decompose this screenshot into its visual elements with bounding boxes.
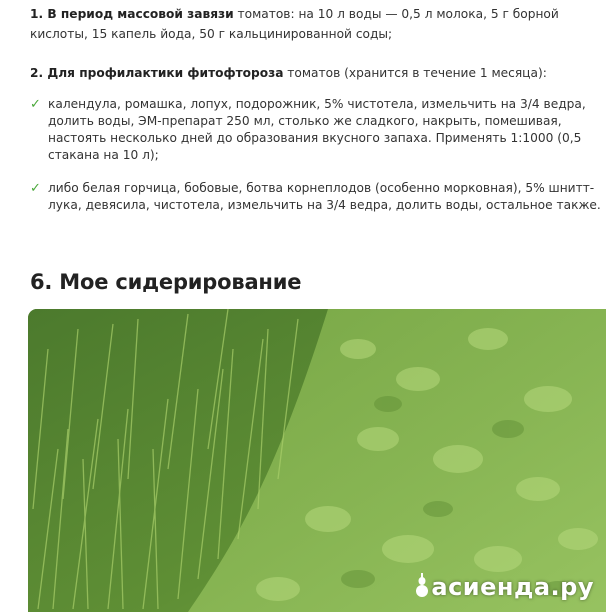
paragraph-text: томатов: на 10 л воды — 0,5 л молока, 5 г борной кислоты, 15 капель йода, 50 г кальцинированной соды; [30,7,559,41]
paragraph-fruit-setting [30,4,606,44]
section-heading: 6. Мое сидерирование [30,270,302,294]
paragraph-bold-lead: 1. В период массовой завязи [30,7,234,21]
checkmark-icon: ✓ [30,97,41,112]
paragraph-phytophthora [30,63,606,83]
list-item [30,180,606,214]
gourd-logo-icon [415,572,429,604]
list-item [30,96,606,164]
grass-field-illustration [28,309,606,612]
green-manure-photo [28,309,606,612]
recipe-list [30,96,606,214]
site-watermark [415,572,594,604]
paragraph-text: томатов (хранится в течение 1 месяца): [283,66,547,80]
list-item-text: либо белая горчица, бобовые, ботва корнеплодов (особенно морковная), 5% шнитт-лука, девясила, чистотела, измельчить на 3/4 ведра, долить воды, остальное также. [48,181,601,212]
paragraph-bold-lead: 2. Для профилактики фитофтороза [30,66,284,80]
list-item-text: календула, ромашка, лопух, подорожник, 5% чистотела, измельчить на 3/4 ведра, долить воды, ЭМ-препарат 250 мл, столько же сладкого, накрыть, помешивая, настоять несколько дней до образования вкусного запаха. Применять 1:1000 (0,5 стакана на 10 л); [48,97,586,162]
watermark-text: асиенда.ру [431,573,594,601]
checkmark-icon: ✓ [30,181,41,196]
